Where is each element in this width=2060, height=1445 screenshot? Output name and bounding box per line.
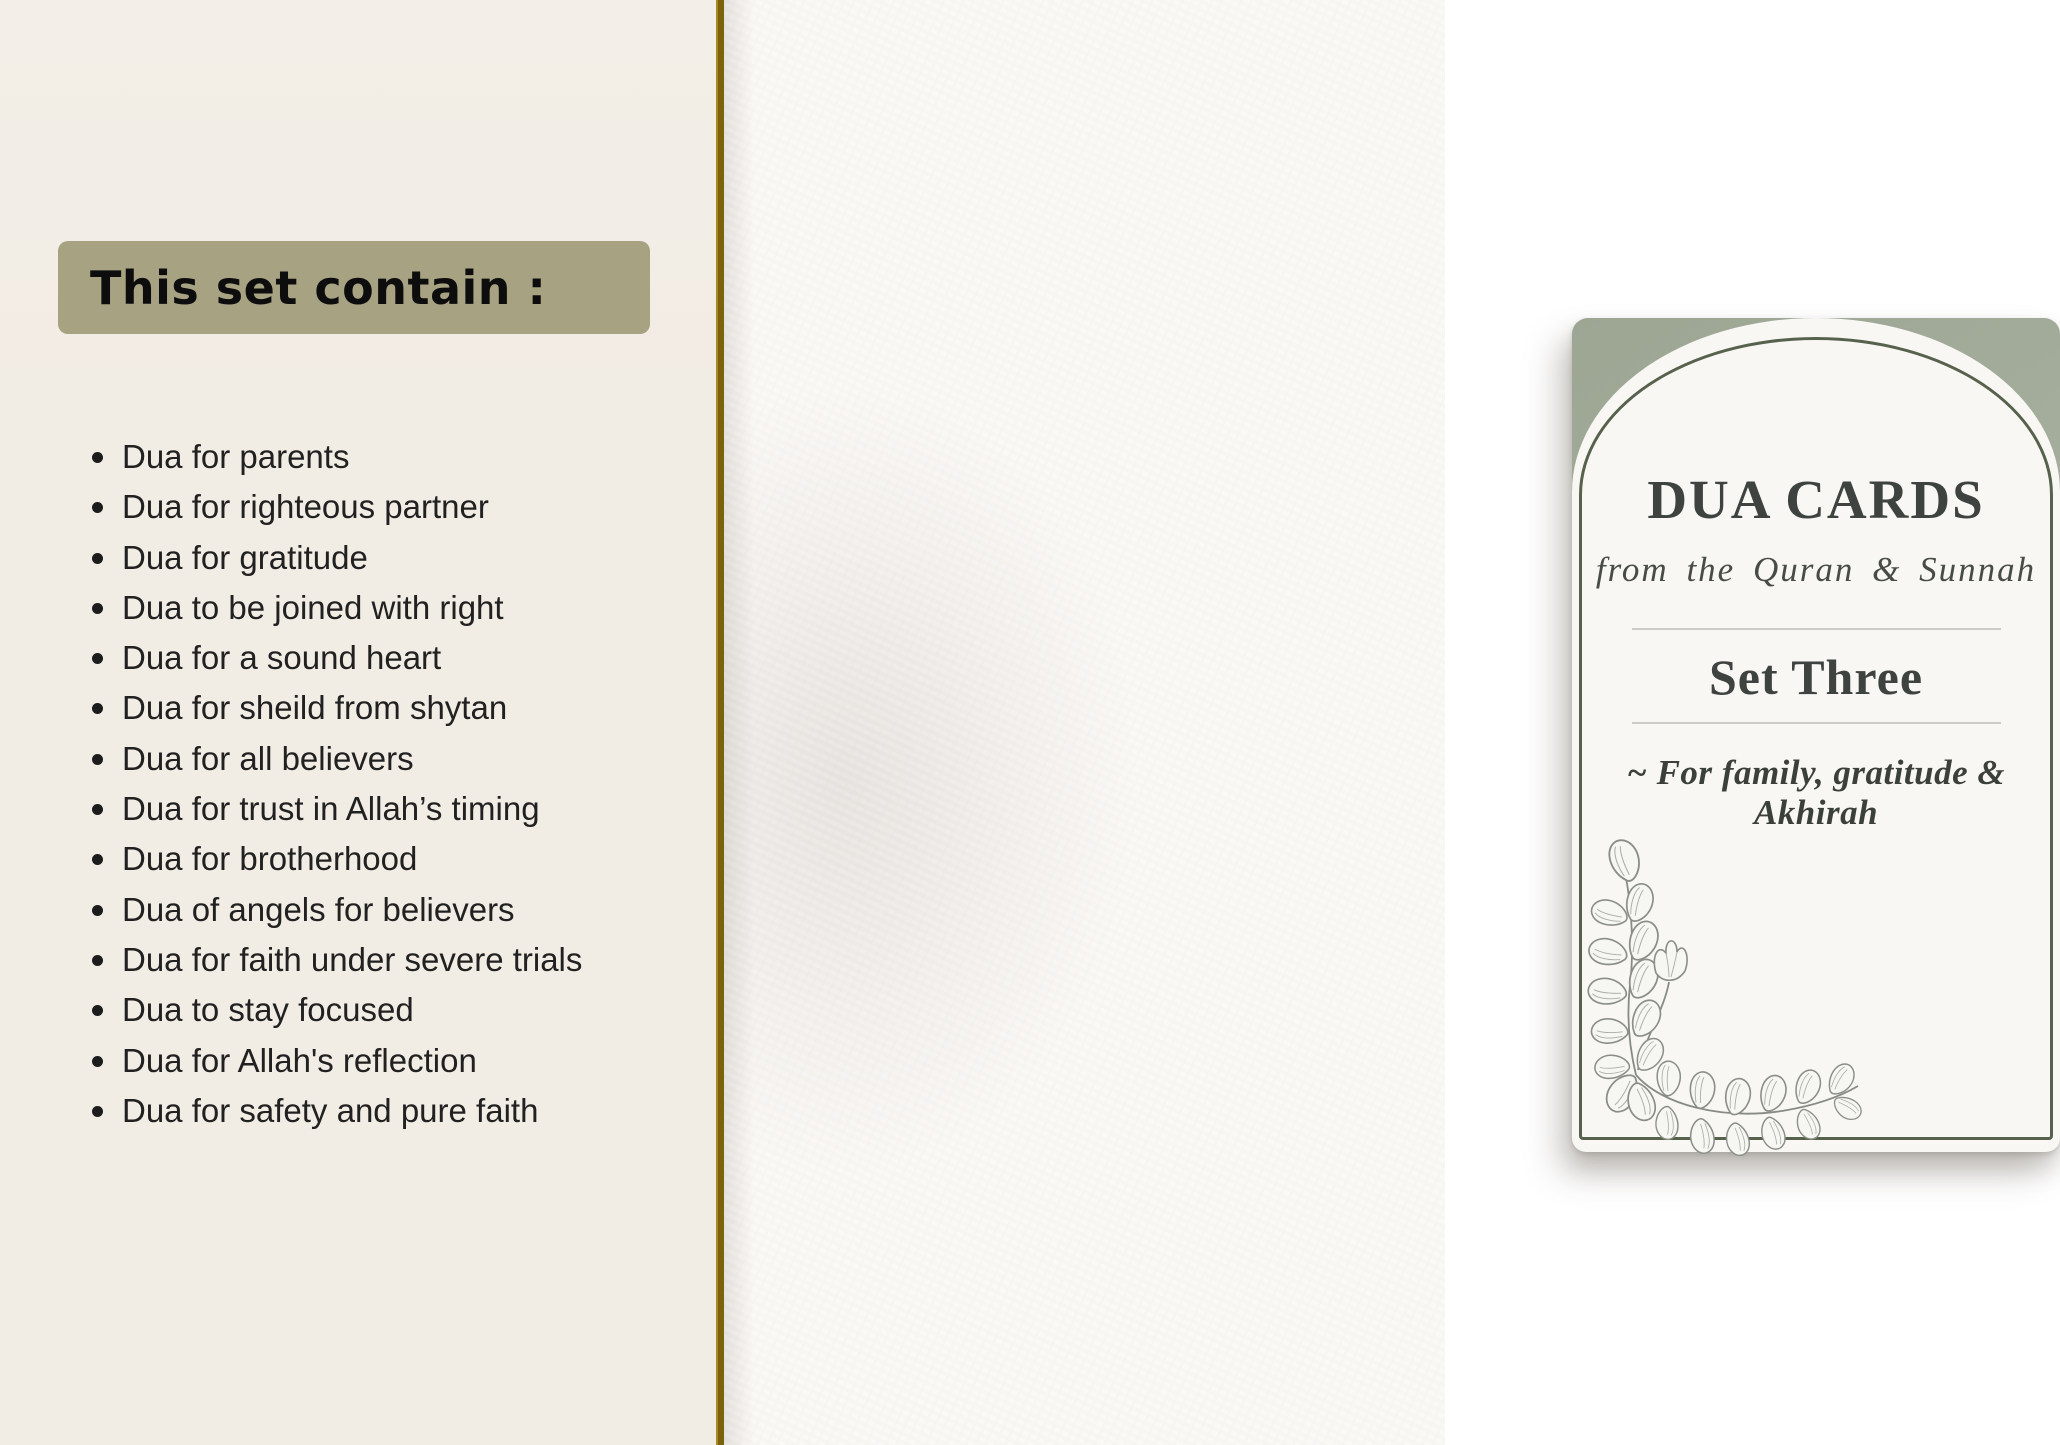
dua-list-item [92,784,692,834]
bullet-dot [92,1005,103,1016]
dua-list-item [92,1086,692,1136]
bullet-dot [92,955,103,966]
dua-list-item [92,985,692,1035]
dua-item-label: Dua for faith under severe trials [122,940,583,978]
floral-branch-icon [1602,870,1872,1142]
dua-item-label: Dua for sheild from shytan [122,689,508,727]
dua-item-label: Dua for gratitude [122,538,368,576]
bullet-dot [92,603,103,614]
card-title: DUA CARDS [1647,469,1985,530]
card-tagline: ~ For family, gratitude & Akhirah [1626,753,2006,832]
bullet-dot [92,804,103,815]
left-panel [0,0,716,1445]
dua-list-item [92,834,692,884]
dua-list-item [92,583,692,633]
card-subtitle: from the Quran & Sunnah [1595,550,2037,589]
dua-list [92,432,692,1136]
bullet-dot [92,553,103,564]
dua-item-label: Dua for all believers [122,739,414,777]
heading-box [58,241,650,334]
dua-item-label: Dua of angels for believers [122,890,515,928]
dua-list-item [92,885,692,935]
bullet-dot [92,502,103,513]
bullet-dot [92,754,103,765]
dua-item-label: Dua for parents [122,438,350,475]
dua-card-product-photo [1572,318,2060,1152]
heading-label: This set contain : [90,260,547,315]
dua-item-label: Dua for trust in Allah’s timing [122,790,540,828]
right-panel [724,0,2037,1445]
dua-item-label: Dua to stay focused [122,991,414,1029]
bullet-dot [92,653,103,664]
dua-list-item [92,482,692,532]
dua-item-label: Dua for Allah's reflection [122,1041,477,1079]
dua-list-item [92,683,692,733]
dua-list-item [92,633,692,683]
dua-item-label: Dua for brotherhood [122,840,418,878]
dua-item-label: Dua for safety and pure faith [122,1091,539,1129]
dua-item-label: Dua to be joined with right [122,588,504,626]
card-divider-top [1632,628,2001,630]
dua-item-label: Dua for a sound heart [122,639,442,677]
bullet-dot [92,703,103,714]
card-set-name: Set Three [1708,649,1924,705]
dua-list-item [92,533,692,583]
panel-divider-line [716,0,724,1445]
bullet-dot [92,452,103,463]
dua-item-label: Dua for righteous partner [122,488,489,526]
bullet-dot [92,905,103,916]
card-divider-bottom [1632,722,2001,724]
bullet-dot [92,1056,103,1067]
dua-list-item [92,1036,692,1086]
bullet-dot [92,1106,103,1117]
bullet-dot [92,854,103,865]
dua-list-item [92,935,692,985]
dua-list-item [92,432,692,482]
dua-list-item [92,734,692,784]
